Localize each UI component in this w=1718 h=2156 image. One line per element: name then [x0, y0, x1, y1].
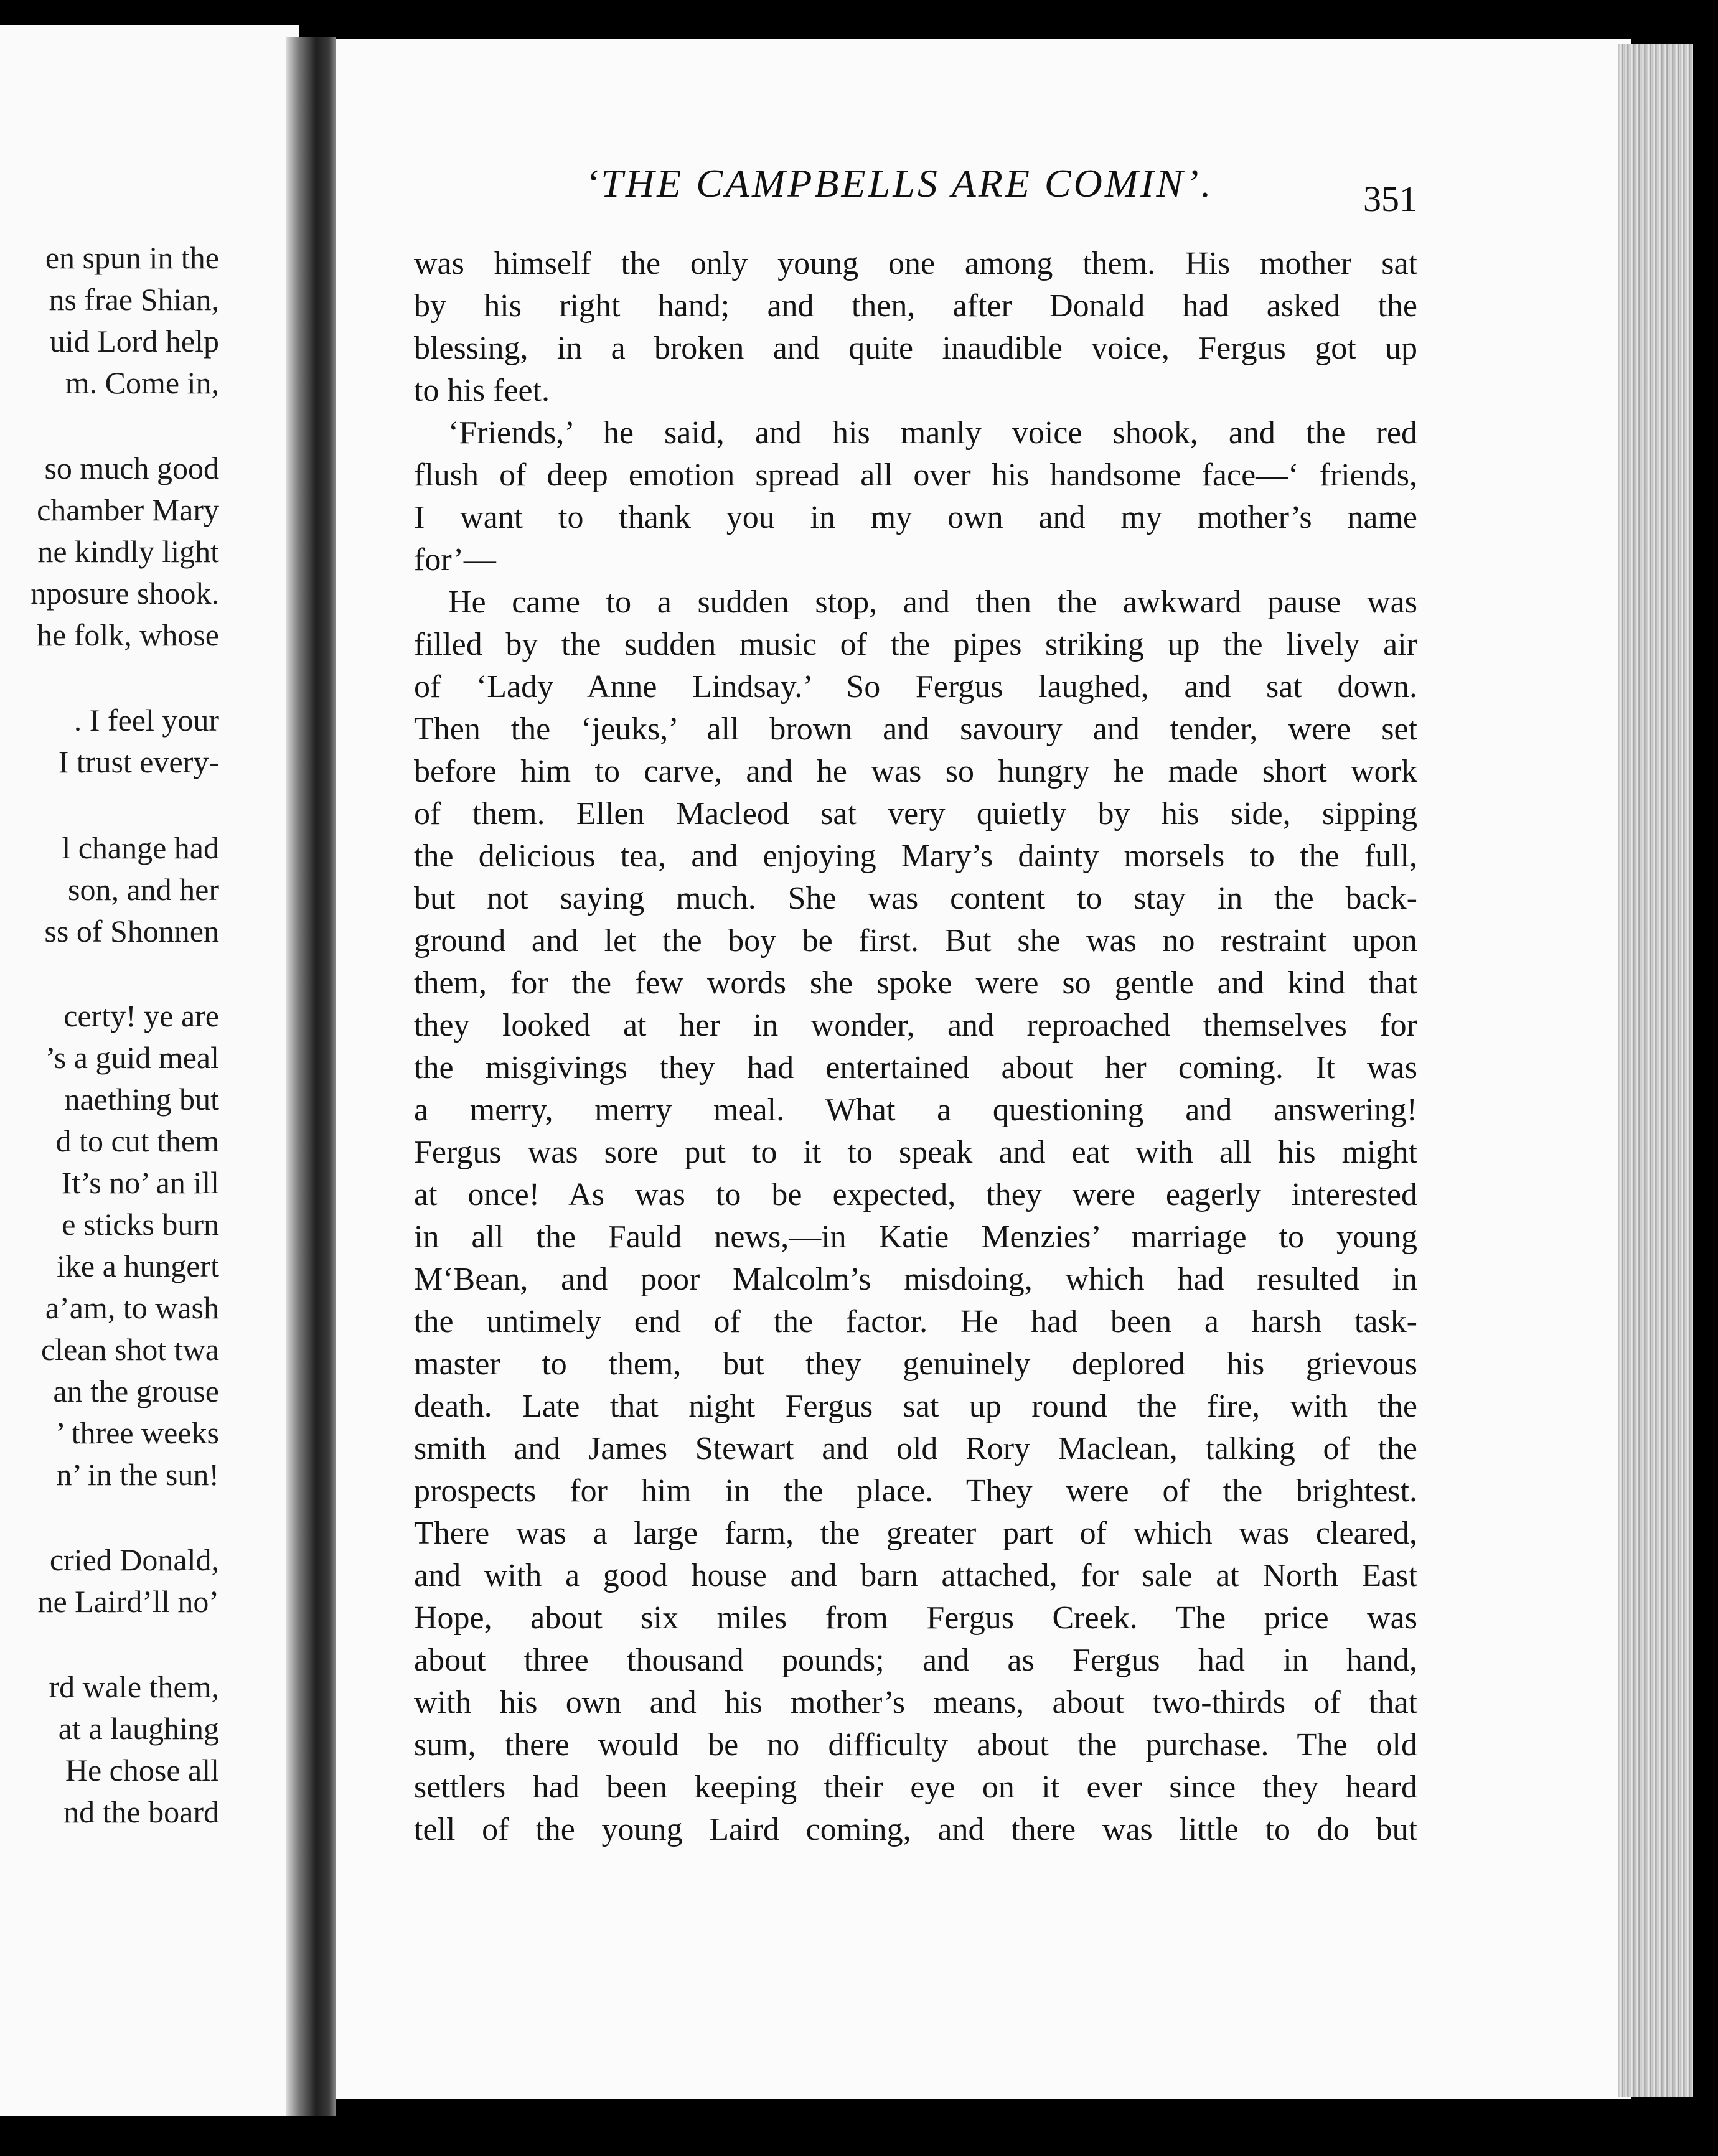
facing-line: n’ in the sun!: [56, 1457, 219, 1492]
facing-page: [0, 25, 299, 2116]
text-line: tell of the young Laird coming, and there was little to do but: [414, 1812, 1417, 1847]
text-line: I want to thank you in my own and my mother’s name: [414, 500, 1417, 535]
facing-line: . I feel your: [73, 703, 219, 738]
text-line: about three thousand pounds; and as Fergus had in hand,: [414, 1643, 1417, 1678]
text-line: in all the Fauld news,—in Katie Menzies’ marriage to young: [414, 1219, 1417, 1255]
text-line: the untimely end of the factor. He had been a harsh task-: [414, 1304, 1417, 1339]
text-line: them, for the few words she spoke were so gentle and kind that: [414, 965, 1417, 1001]
facing-line: he folk, whose: [37, 617, 219, 652]
text-line: flush of deep emotion spread all over his handsome face—‘ friends,: [414, 457, 1417, 493]
text-line: smith and James Stewart and old Rory Maclean, talking of the: [414, 1431, 1417, 1466]
facing-line: l change had: [62, 830, 219, 865]
facing-line: chamber Mary: [37, 492, 219, 527]
text-line: for’—: [414, 542, 496, 578]
text-line: but not saying much. She was content to stay in the back-: [414, 881, 1417, 916]
text-line: M‘Bean, and poor Malcolm’s misdoing, which had resulted in: [414, 1262, 1417, 1297]
facing-line: ne Laird’ll no’: [37, 1584, 219, 1619]
page-edges: [1618, 44, 1693, 2097]
text-line: ‘Friends,’ he said, and his manly voice shook, and the red: [448, 415, 1417, 451]
facing-line: It’s no’ an ill: [61, 1165, 219, 1200]
text-line: by his right hand; and then, after Donald had asked the: [414, 288, 1417, 324]
text-line: at once! As was to be expected, they were eagerly interested: [414, 1177, 1417, 1212]
facing-line: rd wale them,: [49, 1669, 219, 1704]
text-line: before him to carve, and he was so hungry he made short work: [414, 754, 1417, 789]
facing-line: d to cut them: [55, 1123, 219, 1158]
book-gutter: [286, 37, 336, 2116]
facing-line: a’am, to wash: [45, 1290, 219, 1325]
text-line: to his feet.: [414, 373, 550, 408]
text-line: ground and let the boy be first. But she was no restraint upon: [414, 923, 1417, 958]
facing-line: e sticks burn: [62, 1207, 219, 1242]
facing-line: en spun in the: [45, 240, 219, 275]
text-line: master to them, but they genuinely deplored his grievous: [414, 1346, 1417, 1382]
text-line: Fergus was sore put to it to speak and eat with all his might: [414, 1135, 1417, 1170]
facing-line: so much good: [44, 451, 219, 485]
facing-line: ns frae Shian,: [49, 282, 219, 317]
facing-line: naething but: [64, 1082, 219, 1117]
facing-line: uid Lord help: [49, 324, 219, 359]
facing-line: m. Come in,: [65, 365, 219, 400]
text-line: Then the ‘jeuks,’ all brown and savoury and tender, were set: [414, 711, 1417, 747]
facing-line: ne kindly light: [37, 534, 219, 569]
facing-line: ike a hungert: [56, 1249, 219, 1283]
text-line: There was a large farm, the greater part of which was cleared,: [414, 1516, 1417, 1551]
facing-line: I trust every-: [58, 744, 219, 779]
facing-line: nposure shook.: [31, 576, 219, 611]
page-number: 351: [1363, 179, 1417, 219]
text-line: sum, there would be no difficulty about the purchase. The old: [414, 1727, 1417, 1763]
facing-line: He chose all: [65, 1753, 219, 1788]
facing-line: at a laughing: [58, 1711, 219, 1746]
facing-line: clean shot twa: [40, 1332, 219, 1367]
text-line: blessing, in a broken and quite inaudible voice, Fergus got up: [414, 330, 1417, 366]
text-line: of ‘Lady Anne Lindsay.’ So Fergus laughed, and sat down.: [414, 669, 1417, 705]
text-line: a merry, merry meal. What a questioning and answering!: [414, 1092, 1417, 1128]
text-line: and with a good house and barn attached, for sale at North East: [414, 1558, 1417, 1593]
text-line: the misgivings they had entertained about her coming. It was: [414, 1050, 1417, 1085]
text-line: of them. Ellen Macleod sat very quietly by his side, sipping: [414, 796, 1417, 832]
facing-line: ’ three weeks: [55, 1415, 219, 1450]
facing-line: an the grouse: [53, 1374, 219, 1408]
text-line: they looked at her in wonder, and reproached themselves for: [414, 1008, 1417, 1043]
text-line: with his own and his mother’s means, about two-thirds of that: [414, 1685, 1417, 1720]
running-head: ‘THE CAMPBELLS ARE COMIN’.: [585, 161, 1214, 205]
text-line: settlers had been keeping their eye on it ever since they heard: [414, 1769, 1417, 1805]
text-line: Hope, about six miles from Fergus Creek. The price was: [414, 1600, 1417, 1636]
facing-line: ss of Shonnen: [44, 914, 219, 949]
text-line: death. Late that night Fergus sat up round the fire, with the: [414, 1389, 1417, 1424]
text-line: prospects for him in the place. They were of the brightest.: [414, 1473, 1417, 1509]
text-line: filled by the sudden music of the pipes striking up the lively air: [414, 627, 1417, 662]
facing-line: son, and her: [68, 872, 219, 907]
text-line: the delicious tea, and enjoying Mary’s dainty morsels to the full,: [414, 838, 1417, 874]
text-line: was himself the only young one among them. His mother sat: [414, 246, 1417, 281]
text-line: He came to a sudden stop, and then the awkward pause was: [448, 584, 1417, 620]
facing-line: ’s a guid meal: [45, 1040, 219, 1075]
facing-line: certy! ye are: [63, 998, 219, 1033]
facing-line: cried Donald,: [49, 1542, 219, 1577]
facing-line: nd the board: [63, 1794, 219, 1829]
